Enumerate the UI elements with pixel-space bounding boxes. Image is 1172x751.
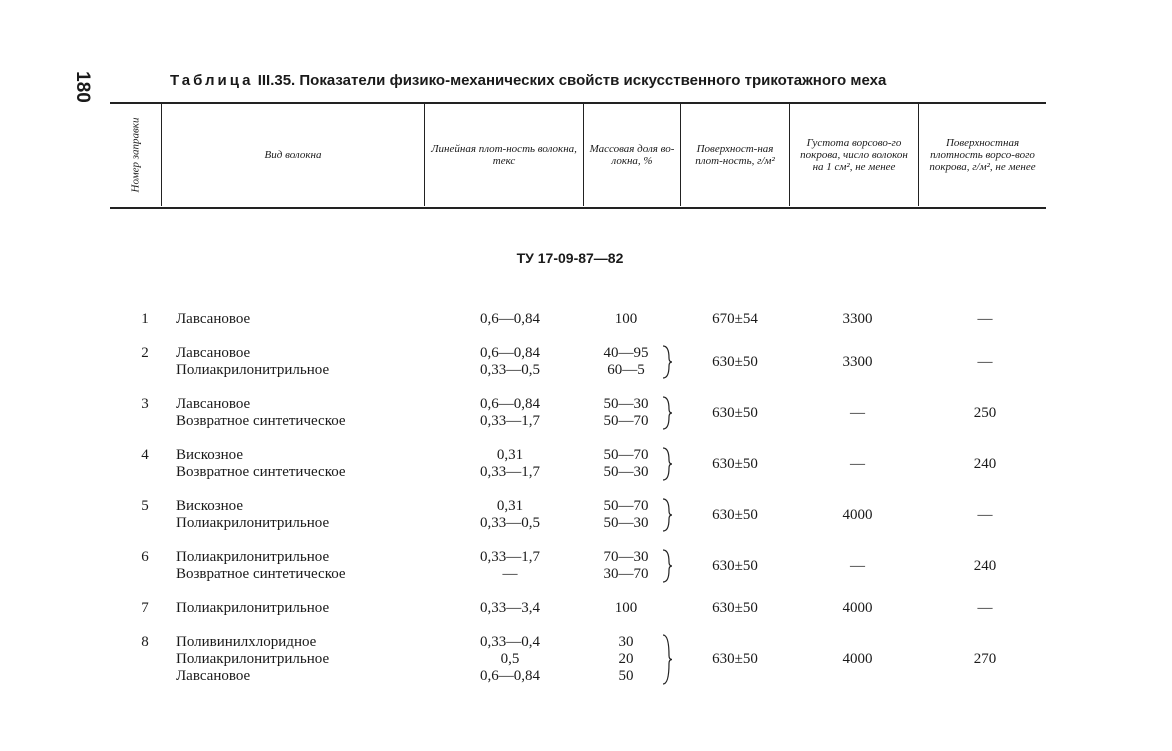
brace-mark (660, 549, 674, 583)
mass-fraction (590, 396, 662, 430)
table-title-tag: Таблица (170, 72, 254, 89)
pile-surface-density: — (977, 311, 993, 327)
row-number: 5 (141, 498, 149, 514)
row-number: 2 (141, 345, 149, 361)
brace-icon (660, 447, 674, 481)
brace-mark (660, 345, 674, 379)
row-number: 1 (141, 311, 149, 327)
linear-density-line: 0,33—1,7 (480, 549, 540, 565)
linear-density-line: 0,6—0,84 (480, 396, 540, 412)
mass-fraction (590, 549, 662, 583)
linear-density (440, 345, 580, 379)
mass-fraction (590, 498, 662, 532)
linear-density-line: 0,33—0,5 (480, 362, 540, 378)
pile-density: 3300 (842, 311, 873, 327)
fiber-type-line: Лавсановое (176, 396, 251, 412)
surface-density: 630±50 (712, 506, 758, 523)
fiber-type-line: Полиакрилонитрильное (176, 651, 330, 667)
fiber-type (176, 549, 436, 583)
fiber-type (176, 311, 436, 328)
brace-icon (660, 549, 674, 583)
brace-icon (660, 345, 674, 379)
brace-icon (660, 634, 674, 685)
mass-fraction (590, 600, 662, 617)
brace-mark (660, 447, 674, 481)
pile-density: — (850, 404, 865, 421)
fiber-type (176, 498, 436, 532)
linear-density (440, 396, 580, 430)
linear-density-line: 0,6—0,84 (480, 311, 540, 327)
pile-surface-density: — (977, 506, 993, 523)
pile-surface-density: 240 (973, 455, 997, 472)
table-title (170, 72, 1050, 89)
mass-fraction (590, 345, 662, 379)
header-pile-surface-label: Поверхностная плотность ворсо-вого покрова, г/м², не менее (929, 137, 1036, 173)
header-density-label: Линейная плот-ность волокна, текс (431, 143, 577, 167)
header-pile-label: Густота ворсово-го покрова, число волокон на 1 см², не менее (800, 137, 908, 173)
fiber-type (176, 634, 436, 685)
fiber-type-line: Полиакрилонитрильное (176, 362, 330, 378)
header-fiber (162, 104, 424, 206)
row-number: 7 (141, 600, 149, 616)
header-surface-label: Поверхност-ная плот-ность, г/м² (695, 143, 775, 167)
fiber-type (176, 447, 436, 481)
linear-density-line: 0,33—1,7 (480, 413, 540, 429)
header-num (110, 104, 160, 206)
header-bottom-rule (110, 207, 1046, 209)
section-title: ТУ 17-09-87—82 (516, 250, 624, 266)
mass-fraction-line: 40—95 (603, 345, 649, 361)
surface-density: 630±50 (712, 600, 758, 616)
mass-fraction-line: 30—70 (603, 566, 649, 582)
pile-surface-density: 270 (973, 651, 997, 667)
mass-fraction-line: 50—70 (603, 498, 649, 514)
pile-surface-density: — (977, 353, 993, 370)
linear-density (440, 634, 580, 685)
row-number: 3 (141, 396, 149, 412)
mass-fraction (590, 447, 662, 481)
pile-density: 3300 (842, 353, 873, 370)
fiber-type-line: Полиакрилонитрильное (176, 600, 330, 616)
linear-density (440, 311, 580, 328)
mass-fraction-line: 50—70 (603, 413, 649, 429)
pile-surface-density: — (977, 600, 993, 616)
surface-density: 630±50 (712, 353, 758, 370)
surface-density: 670±54 (712, 311, 758, 327)
fiber-type-line: Поливинилхлоридное (176, 634, 317, 650)
mass-fraction-line: 50 (618, 668, 634, 684)
pile-density: 4000 (842, 600, 873, 616)
mass-fraction-line: 50—30 (603, 464, 649, 480)
fiber-type-line: Возвратное синтетическое (176, 464, 346, 480)
linear-density (440, 600, 580, 617)
mass-fraction-line: 100 (614, 311, 638, 327)
mass-fraction (590, 634, 662, 685)
header-mass-label: Массовая доля во-локна, % (589, 143, 675, 167)
mass-fraction-line: 70—30 (603, 549, 649, 565)
mass-fraction-line: 50—30 (603, 515, 649, 531)
mass-fraction-line: 50—70 (603, 447, 649, 463)
header-density (425, 104, 583, 206)
fiber-type-line: Вискозное (176, 498, 244, 514)
mass-fraction-line: 50—30 (603, 396, 649, 412)
mass-fraction-line: 20 (618, 651, 634, 667)
mass-fraction-line: 60—5 (607, 362, 645, 378)
header-pile (790, 104, 918, 206)
fiber-type (176, 345, 436, 379)
pile-density: 4000 (842, 506, 873, 523)
linear-density (440, 498, 580, 532)
linear-density-line: — (502, 566, 518, 582)
fiber-type-line: Вискозное (176, 447, 244, 463)
brace-icon (660, 498, 674, 532)
surface-density: 630±50 (712, 404, 758, 421)
header-fiber-label: Вид волокна (264, 149, 322, 161)
surface-density: 630±50 (712, 557, 758, 574)
brace-mark (660, 396, 674, 430)
pile-density: — (850, 455, 865, 472)
pile-surface-density: 240 (973, 557, 997, 574)
row-number: 6 (141, 549, 149, 565)
mass-fraction (590, 311, 662, 328)
pile-density: — (850, 557, 865, 574)
brace-mark (660, 634, 674, 685)
fiber-type-line: Возвратное синтетическое (176, 413, 346, 429)
fiber-type-line: Лавсановое (176, 311, 251, 327)
linear-density-line: 0,6—0,84 (480, 345, 540, 361)
brace-icon (660, 396, 674, 430)
linear-density-line: 0,33—0,5 (480, 515, 540, 531)
linear-density (440, 447, 580, 481)
mass-fraction-line: 100 (614, 600, 638, 616)
mass-fraction-line: 30 (618, 634, 634, 650)
linear-density-line: 0,33—1,7 (480, 464, 540, 480)
surface-density: 630±50 (712, 651, 758, 667)
brace-mark (660, 498, 674, 532)
surface-density: 630±50 (712, 455, 758, 472)
table-title-text: III.35. Показатели физико-механических свойств искусственного трикотажного меха (257, 72, 887, 89)
pile-surface-density: 250 (973, 404, 997, 421)
fiber-type (176, 396, 436, 430)
linear-density-line: 0,6—0,84 (480, 668, 540, 684)
row-number: 8 (141, 634, 149, 650)
fiber-type-line: Лавсановое (176, 345, 251, 361)
linear-density-line: 0,31 (496, 498, 524, 514)
linear-density-line: 0,31 (496, 447, 524, 463)
fiber-type (176, 600, 436, 617)
fiber-type-line: Возвратное синтетическое (176, 566, 346, 582)
header-pile-surface (919, 104, 1046, 206)
linear-density-line: 0,33—3,4 (480, 600, 540, 616)
row-number: 4 (141, 447, 149, 463)
linear-density (440, 549, 580, 583)
page-number: 180 (71, 71, 93, 103)
linear-density-line: 0,5 (500, 651, 520, 667)
linear-density-line: 0,33—0,4 (480, 634, 540, 650)
header-surface (681, 104, 789, 206)
fiber-type-line: Полиакрилонитрильное (176, 515, 330, 531)
fiber-type-line: Лавсановое (176, 668, 251, 684)
header-mass (584, 104, 680, 206)
header-num-label: Номер заправки (129, 117, 142, 193)
fiber-type-line: Полиакрилонитрильное (176, 549, 330, 565)
pile-density: 4000 (842, 651, 873, 667)
